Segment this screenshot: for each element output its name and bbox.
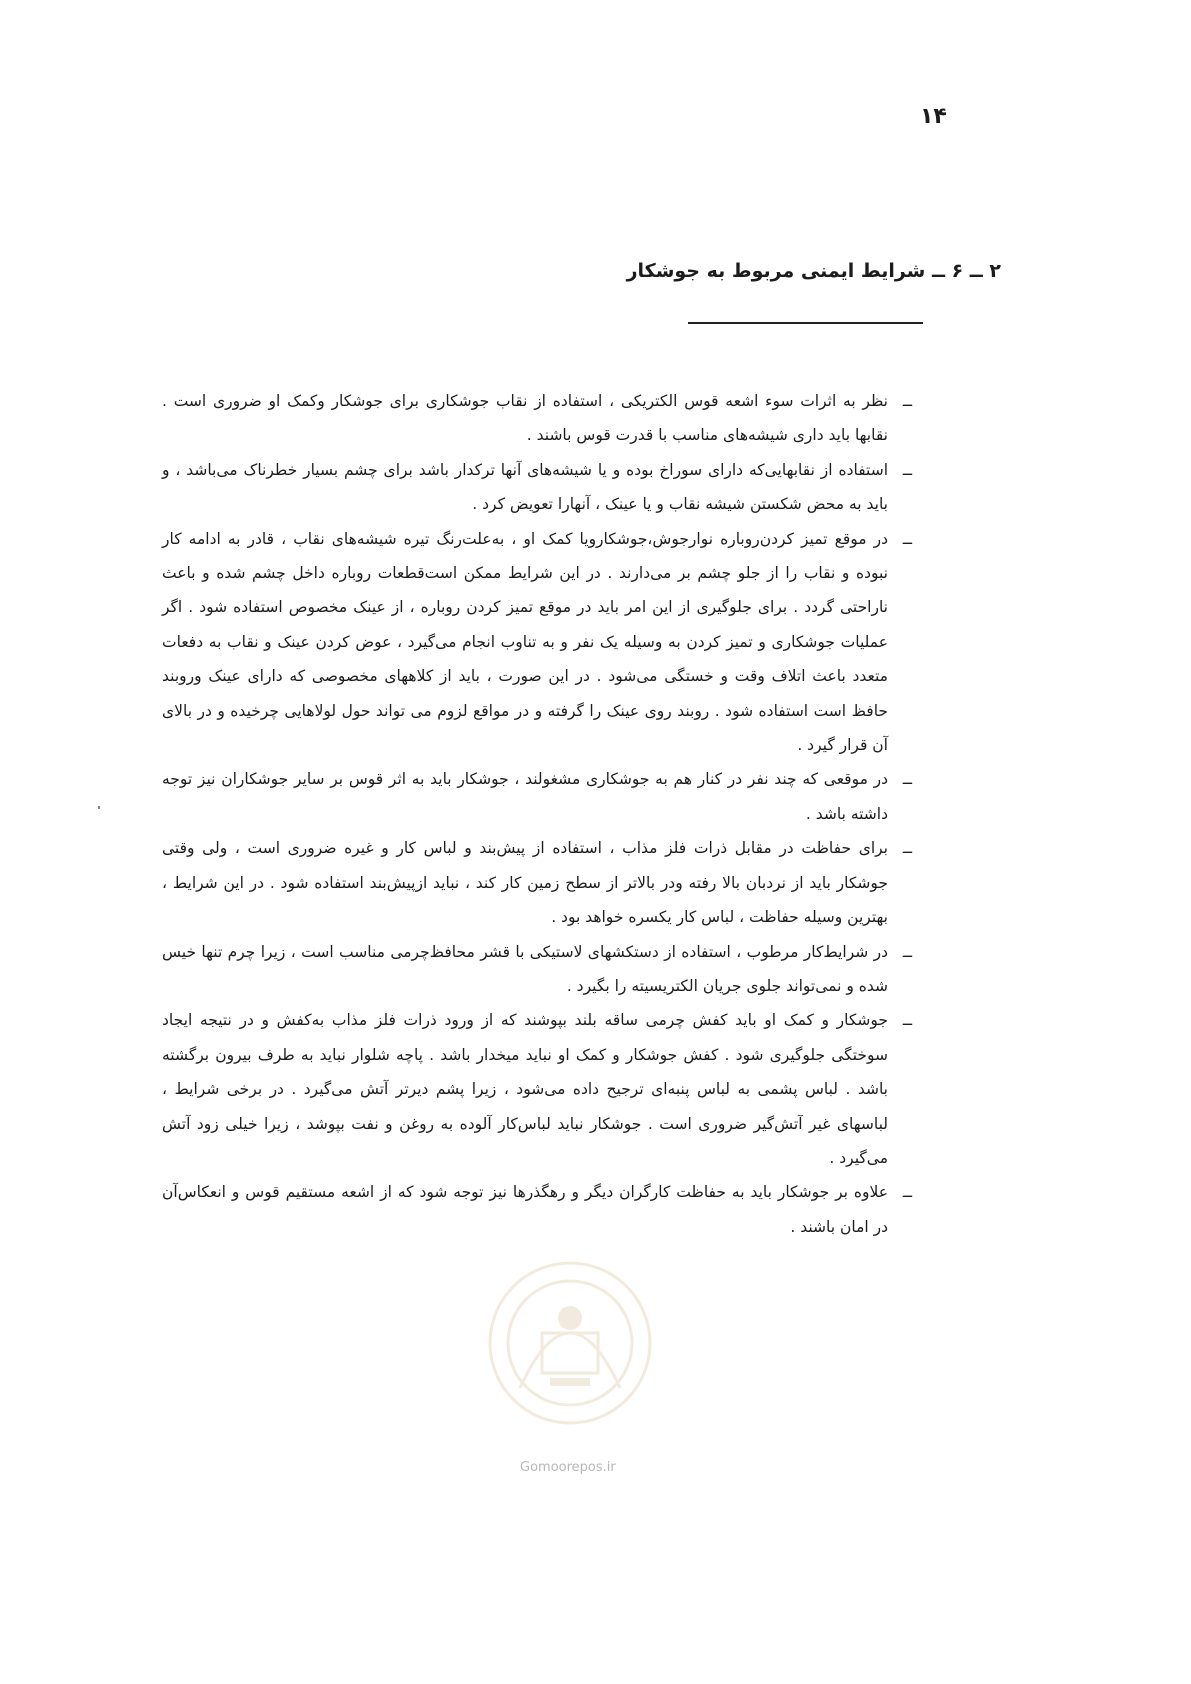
bullet-dash: ــ bbox=[902, 839, 912, 858]
scan-speck bbox=[98, 806, 100, 809]
paragraph-text: علاوه بر جوشکار باید به حفاظت کارگران دیگر و رهگذرها نیز توجه شود که از اشعه مستقیم قوس و انعکاس‌آن در امان باشند . bbox=[162, 1183, 888, 1236]
bullet-dash: ــ bbox=[902, 460, 912, 479]
bullet-dash: ــ bbox=[902, 770, 912, 789]
paragraph-text: نظر به اثرات سوء اشعه قوس الکتریکی ، استفاده از نقاب جوشکاری برای جوشکار وکمک او ضروری است . نقابها باید داری شیشه‌های مناسب با قدرت قوس باشند . bbox=[162, 392, 888, 445]
page-number: ۱۴ bbox=[920, 104, 947, 129]
paragraph-text: در شرایط‌کار مرطوب ، استفاده از دستکشهای لاستیکی با قشر محافظ‌چرمی مناسب است ، زیرا چرم تنها خیس شده و نمی‌تواند جلوی جریان الکتریسیته را بگیرد . bbox=[162, 942, 888, 995]
paragraph bbox=[162, 453, 912, 522]
body-text bbox=[162, 384, 912, 1244]
paragraph-text: در موقع تمیز کردن‌روباره نوارجوش،جوشکارویا کمک او ، به‌علت‌رنگ تیره شیشه‌های نقاب ، قادر به ادامه کار نبوده و نقاب را از جلو چشم بر می‌دارند . در این شرایط ممکن است‌قطعات روباره داخل چشم شده و باعث ناراحتی گردد . برای جلوگیری از این امر باید در موقع تمیز کردن روباره ، از عینک مخصوص استفاده شود . اگر عملیات جوشکاری و تمیز کردن به وسیله یک نفر و به تناوب انجام می‌گیرد ، عوض کردن عینک و نقاب به دفعات متعدد باعث اتلاف وقت و خستگی می‌شود . در این صورت ، باید از کلاههای مخصوصی که دارای عینک وروبند حافظ است استفاده شود . روبند روی عینک را گرفته و در مواقع لزوم می تواند حول لولاهایی چرخیده و در بالای آن قرار گیرد . bbox=[162, 529, 888, 755]
paragraph bbox=[162, 935, 912, 1004]
paragraph bbox=[162, 1003, 912, 1175]
paragraph bbox=[162, 522, 912, 763]
paragraph bbox=[162, 762, 912, 831]
paragraph bbox=[162, 1175, 912, 1244]
bullet-dash: ــ bbox=[902, 1011, 912, 1030]
paragraph-text: برای حفاظت در مقابل ذرات فلز مذاب ، استفاده از پیش‌بند و لباس کار و غیره ضروری است ، ولی وقتی جوشکار باید از نردبان بالا رفته ودر بالاتر از سطح زمین کار کند ، نباید ازپیش‌بند استفاده شود . در این شرایط ، بهترین وسیله حفاظت ، لباس کار یکسره خواهد بود . bbox=[162, 839, 888, 927]
heading-underline bbox=[688, 322, 923, 324]
section-heading: ۲ ــ ۶ ــ شرایط ایمنی مربوط به جوشکار bbox=[626, 260, 1001, 282]
paragraph-text: استفاده از نقابهایی‌که دارای سوراخ بوده و یا شیشه‌های آنها ترکدار باشد برای چشم بسیار خطرناک می‌باشد ، و باید به محض شکستن شیشه نقاب و یا عینک ، آنهارا تعویض کرد . bbox=[162, 460, 888, 514]
bullet-dash: ــ bbox=[902, 1183, 912, 1202]
bullet-dash: ــ bbox=[902, 392, 912, 410]
watermark-text: Gomoorepos.ir bbox=[520, 1460, 616, 1475]
bullet-dash: ــ bbox=[902, 942, 912, 961]
paragraph bbox=[162, 831, 912, 934]
library-seal-icon bbox=[480, 1238, 660, 1448]
bullet-dash: ــ bbox=[902, 529, 912, 548]
paragraph bbox=[162, 384, 912, 453]
paragraph-text: جوشکار و کمک او باید کفش چرمی ساقه بلند بپوشند که از ورود ذرات فلز مذاب به‌کفش و در نتیجه ایجاد سوختگی جلوگیری شود . کفش جوشکار و کمک او نباید میخدار باشد . پاچه شلوار نباید به طرف بیرون برگشته باشد . لباس پشمی به لباس پنبه‌ای ترجیح داده می‌شود ، زیرا پشم دیرتر آتش می‌گیرد . در برخی شرایط ، لباسهای غیر آتش‌گیر ضروری است . جوشکار نباید لباس‌کار آلوده به روغن و نفت بپوشد ، زیرا خیلی زود آتش می‌گیرد . bbox=[162, 1011, 888, 1167]
paragraph-text: در موقعی که چند نفر در کنار هم به جوشکاری مشغولند ، جوشکار باید به اثر قوس بر سایر جوشکاران نیز توجه داشته باشد . bbox=[162, 770, 888, 823]
